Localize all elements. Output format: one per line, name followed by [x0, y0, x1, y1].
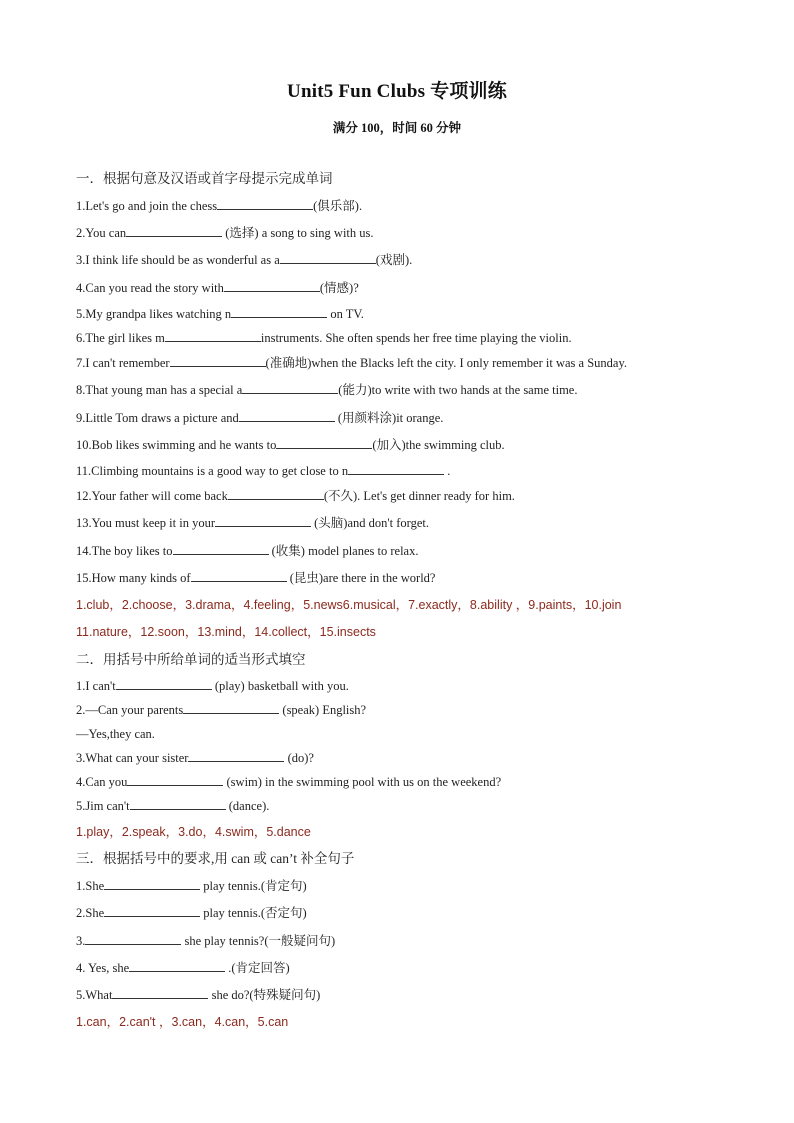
- answer-blank: [127, 774, 223, 786]
- q-text: 1.I can't: [76, 679, 116, 693]
- answer-blank: [348, 463, 444, 475]
- s2-answers: 1.play，2.speak，3.do，4.swim，5.dance: [76, 825, 311, 839]
- answer-blank: [242, 382, 338, 394]
- q-text: (dance).: [225, 799, 270, 813]
- page-subtitle: 满分 100，时间 60 分钟: [332, 121, 462, 135]
- q-text: 12.Your father will come back: [76, 489, 228, 503]
- section-1-heading: 一．根据句意及汉语或首字母提示完成单词: [76, 171, 333, 186]
- s3-question-3: [76, 933, 335, 949]
- q-text: 2.—Can your parents: [76, 703, 184, 717]
- answer-blank: [170, 355, 266, 367]
- q-text: 1.She: [76, 879, 105, 893]
- s1-question-4: [76, 280, 359, 296]
- q-text: 13.You must keep it in your: [76, 516, 216, 530]
- q-text: (戏剧).: [375, 253, 413, 267]
- q-text: on TV.: [327, 307, 364, 321]
- q-text: (情感)?: [319, 281, 359, 295]
- s1-question-14: [76, 543, 418, 559]
- s3-question-5: [76, 987, 320, 1003]
- s3-answers: 1.can，2.can't ，3.can，4.can，5.can: [76, 1015, 289, 1029]
- q-text: 6.The girl likes m: [76, 331, 165, 345]
- q-text: (头脑)and don't forget.: [311, 516, 429, 530]
- answer-blank: [183, 702, 279, 714]
- q-text: (play) basketball with you.: [211, 679, 349, 693]
- answer-blank: [112, 987, 208, 999]
- answer-blank: [191, 570, 287, 582]
- q-text: (不久). Let's get dinner ready for him.: [323, 489, 515, 503]
- s1-question-6: [76, 330, 572, 346]
- s1-question-15: [76, 570, 435, 586]
- s1-answers-line-2: 11.nature，12.soon，13.mind，14.collect，15.insects: [76, 625, 376, 639]
- q-text: (speak) English?: [279, 703, 367, 717]
- q-text: 4.Can you: [76, 775, 128, 789]
- q-text: (用颜料涂)it orange.: [334, 411, 444, 425]
- answer-blank: [165, 330, 261, 342]
- q-text: .(肯定回答): [225, 961, 290, 975]
- s2-question-3: [76, 750, 314, 766]
- q-text: 3.I think life should be as wonderful as a: [76, 253, 280, 267]
- answer-blank: [173, 543, 269, 555]
- s2-question-5: [76, 798, 269, 814]
- q-text: she play tennis?(一般疑问句): [181, 934, 336, 948]
- answer-blank: [85, 933, 181, 945]
- answer-blank: [104, 905, 200, 917]
- answer-blank: [224, 280, 320, 292]
- s2-question-2-reply: —Yes,they can.: [76, 727, 155, 741]
- s1-question-3: [76, 252, 412, 268]
- s3-question-1: [76, 878, 307, 894]
- q-text: (swim) in the swimming pool with us on the weekend?: [223, 775, 502, 789]
- q-text: 15.How many kinds of: [76, 571, 191, 585]
- q-text: 2.You can: [76, 226, 127, 240]
- q-text: 9.Little Tom draws a picture and: [76, 411, 239, 425]
- section-3-heading: 三．根据括号中的要求,用 can 或 can’t 补全句子: [76, 851, 355, 866]
- answer-blank: [217, 198, 313, 210]
- q-text: 14.The boy likes to: [76, 544, 173, 558]
- s1-question-10: [76, 437, 505, 453]
- s1-question-7: [76, 355, 627, 371]
- answer-blank: [129, 960, 225, 972]
- s3-question-2: [76, 905, 307, 921]
- q-text: 11.Climbing mountains is a good way to get close to n: [76, 464, 349, 478]
- s1-question-12: [76, 488, 515, 504]
- s2-question-4: [76, 774, 501, 790]
- answer-blank: [104, 878, 200, 890]
- q-text: (昆虫)are there in the world?: [286, 571, 436, 585]
- answer-blank: [215, 515, 311, 527]
- q-text: 5.Jim can't: [76, 799, 130, 813]
- q-text: (do)?: [284, 751, 314, 765]
- answer-blank: [280, 252, 376, 264]
- q-text: 5.My grandpa likes watching n: [76, 307, 232, 321]
- s1-question-2: [76, 225, 374, 241]
- s1-question-8: [76, 382, 577, 398]
- s1-question-5: [76, 306, 364, 322]
- s1-question-1: [76, 198, 362, 214]
- answer-blank: [228, 488, 324, 500]
- q-text: 3.What can your sister: [76, 751, 189, 765]
- s2-question-1: [76, 678, 349, 694]
- answer-blank: [239, 410, 335, 422]
- s1-question-9: [76, 410, 443, 426]
- q-text: (能力)to write with two hands at the same time.: [338, 383, 578, 397]
- s3-question-4: [76, 960, 290, 976]
- s1-question-11: [76, 463, 450, 479]
- q-text: (加入)the swimming club.: [372, 438, 505, 452]
- s1-answers-line-1: 1.club，2.choose，3.drama，4.feeling，5.news6.musical，7.exactly，8.ability ，9.paints，10.join: [76, 598, 622, 612]
- page-title: Unit5 Fun Clubs 专项训练: [287, 81, 507, 102]
- answer-blank: [130, 798, 226, 810]
- answer-blank: [231, 306, 327, 318]
- q-text: play tennis.(肯定句): [200, 879, 307, 893]
- q-text: 4. Yes, she: [76, 961, 130, 975]
- answer-blank: [116, 678, 212, 690]
- q-text: play tennis.(否定句): [200, 906, 307, 920]
- s2-question-2: [76, 702, 366, 718]
- q-text: 10.Bob likes swimming and he wants to: [76, 438, 277, 452]
- q-text: (收集) model planes to relax.: [268, 544, 419, 558]
- answer-blank: [276, 437, 372, 449]
- q-text: she do?(特殊疑问句): [208, 988, 321, 1002]
- q-text: 8.That young man has a special a: [76, 383, 243, 397]
- q-text: 1.Let's go and join the chess: [76, 199, 218, 213]
- q-text: .: [444, 464, 451, 478]
- q-text: (准确地)when the Blacks left the city. I only remember it was a Sunday.: [265, 356, 628, 370]
- q-text: 4.Can you read the story with: [76, 281, 224, 295]
- q-text: 5.What: [76, 988, 113, 1002]
- q-text: 2.She: [76, 906, 105, 920]
- answer-blank: [126, 225, 222, 237]
- q-text: (俱乐部).: [313, 199, 363, 213]
- q-text: instruments. She often spends her free time playing the violin.: [260, 331, 572, 345]
- section-2-heading: 二．用括号中所给单词的适当形式填空: [76, 652, 306, 667]
- s1-question-13: [76, 515, 429, 531]
- q-text: (选择) a song to sing with us.: [222, 226, 374, 240]
- answer-blank: [188, 750, 284, 762]
- q-text: 3.: [76, 934, 86, 948]
- q-text: 7.I can't remember: [76, 356, 170, 370]
